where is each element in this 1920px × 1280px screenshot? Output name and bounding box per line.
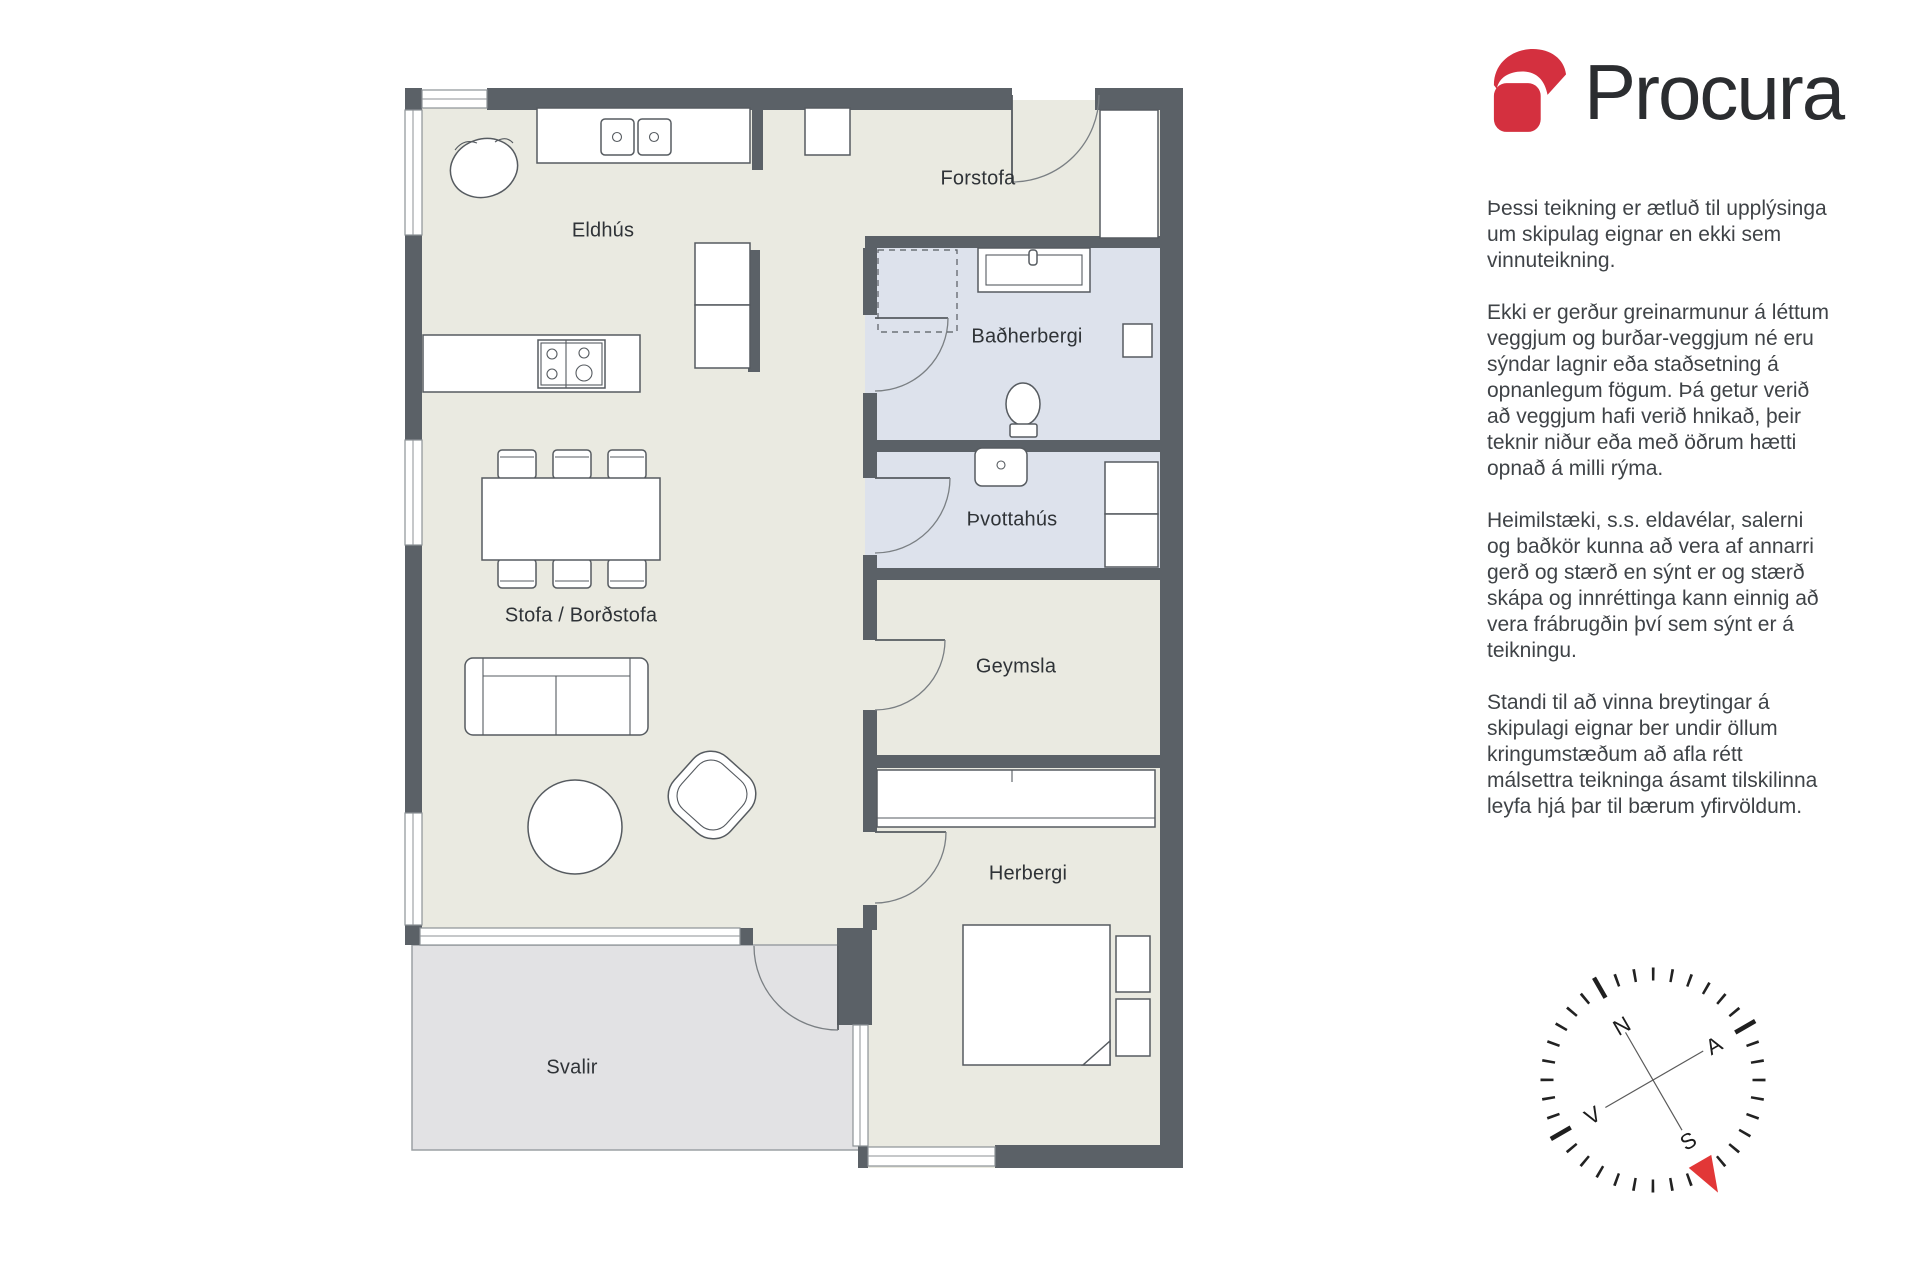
disclaimer-paragraph: Þessi teikning er ætluð til upplýsinga um skipulag eignar en ekki sem vinnuteikning. [1487, 197, 1827, 272]
room-label-badherbergi: Baðherbergi [971, 325, 1083, 348]
washer [1105, 462, 1158, 514]
room-label-stofa: Stofa / Borðstofa [504, 604, 658, 627]
room-label-eldhus: Eldhús [571, 219, 635, 242]
bathroom-window-niche [1123, 324, 1152, 357]
room-label-svalir: Svalir [546, 1056, 598, 1079]
hall-closet [1100, 110, 1158, 238]
room-label-forstofa: Forstofa [940, 167, 1016, 190]
dining-chair [608, 450, 646, 479]
compass-south-label: S [1675, 1126, 1701, 1156]
compass-west-label: V [1580, 1100, 1606, 1130]
compass-north-label: N [1608, 1011, 1635, 1041]
wardrobe [877, 770, 1155, 827]
kitchen-counter [537, 108, 750, 163]
dryer [1105, 514, 1158, 567]
kitchen-island [423, 335, 640, 392]
fridge [695, 243, 760, 372]
room-label-geymsla: Geymsla [975, 655, 1057, 678]
toilet [1006, 383, 1040, 437]
compass-south-arrow [1689, 1155, 1730, 1199]
dining-chair [608, 559, 646, 588]
disclaimer-text [1487, 196, 1832, 846]
hall-cabinet [805, 108, 850, 155]
compass-east-label: A [1701, 1030, 1727, 1060]
disclaimer-paragraph: Heimilstæki, s.s. eldavélar, salerni og baðkör kunna að vera af annarri gerð og stærð en sýnt er og stærð skápa og innréttinga kann einnig að vera frábrugðin því sem sýnt er á teikningu. [1487, 509, 1819, 662]
disclaimer-paragraph: Standi til að vinna breytingar á skipulagi eignar ber undir öllum kringumstæðum að afla rétt málsettra teikninga ásamt tilskilinna leyfa hjá þar til bærum yfirvöldum. [1487, 691, 1818, 818]
dining-chair [553, 559, 591, 588]
procura-logo-text: Procura [1584, 48, 1844, 136]
coffee-table [528, 780, 622, 874]
balcony-floor [412, 945, 862, 1150]
dining-table [482, 478, 660, 560]
stove [538, 340, 605, 388]
procura-logo-icon [1490, 46, 1568, 134]
dining-chair [498, 559, 536, 588]
laundry-sink [975, 448, 1027, 486]
compass-rose [1513, 940, 1793, 1220]
dining-set [482, 450, 660, 588]
bed [963, 925, 1110, 1065]
dining-chair [498, 450, 536, 479]
dining-chair [553, 450, 591, 479]
room-label-herbergi: Herbergi [988, 862, 1068, 885]
nightstand [1116, 936, 1150, 992]
nightstand [1116, 999, 1150, 1056]
sofa [465, 658, 648, 735]
room-label-thvottahus: Þvottahús [966, 508, 1058, 531]
bathtub [978, 248, 1090, 292]
compass-cross-lines [1578, 1003, 1732, 1157]
brand-logo [1490, 46, 1843, 138]
disclaimer-paragraph: Ekki er gerður greinarmunur á léttum veggjum og burðar-veggjum né eru sýndar lagnir eða staðsetning á opnanlegum fögum. Þá getur verið að veggjum hafi verið hnikað, þeir teknir niður eða með öðrum hætti opnað á milli rýma. [1487, 301, 1829, 480]
